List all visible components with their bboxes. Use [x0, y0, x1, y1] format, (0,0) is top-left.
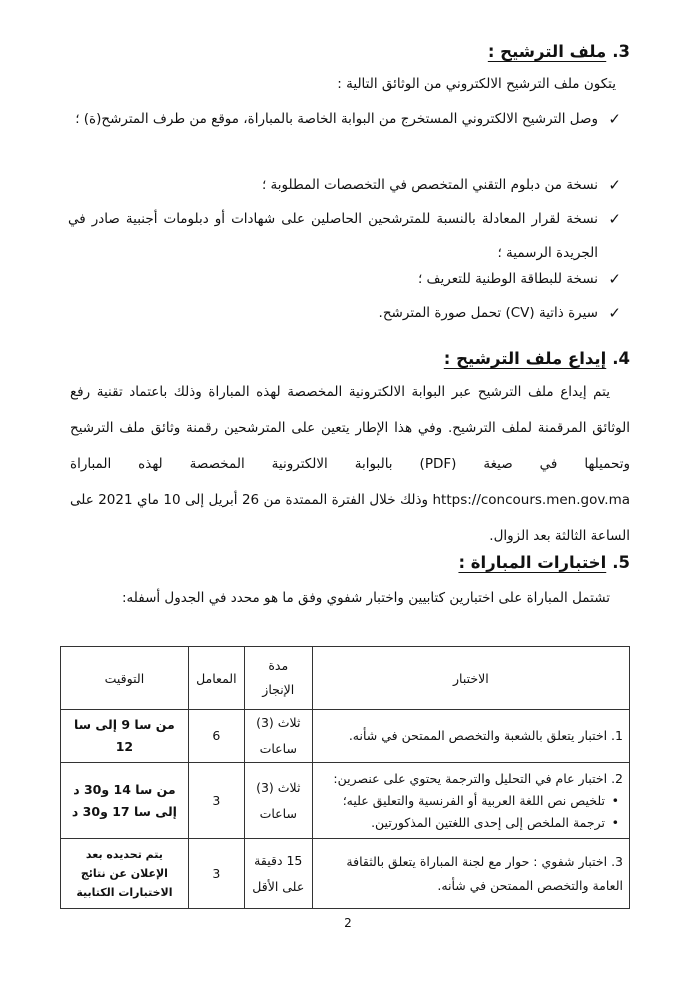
coef-cell: 3	[188, 763, 244, 839]
test-text: 2. اختبار عام في التحليل والترجمة يحتوي على عنصرين:	[333, 770, 623, 786]
coef-cell: 6	[188, 710, 244, 763]
section-4-number: 4.	[612, 349, 630, 368]
section-3-title: ملف الترشيح :	[487, 42, 607, 61]
coef-cell: 3	[188, 839, 244, 909]
sub-list-item: • ترجمة الملخص إلى إحدى اللغتين المذكورتين.	[319, 812, 605, 834]
header-timing: التوقيت	[61, 647, 189, 710]
section-3-intro: يتكون ملف الترشيح الالكتروني من الوثائق التالية :	[337, 76, 616, 92]
section-5-heading	[458, 553, 630, 572]
header-coef: المعامل	[188, 647, 244, 710]
table-header-row	[61, 647, 630, 710]
test-cell: 1. اختبار يتعلق بالشعبة والتخصص الممتحن في شأنه.	[312, 710, 629, 763]
sub-list	[319, 790, 623, 834]
section-3-number: 3.	[612, 42, 630, 61]
test-cell	[312, 763, 629, 839]
check-icon: ✓	[608, 110, 621, 128]
test-cell: 3. اختبار شفوي : حوار مع لجنة المباراة يتعلق بالثقافة العامة والتخصص الممتحن في شأنه.	[312, 839, 629, 909]
duration-cell: ثلاث (3) ساعات	[244, 710, 312, 763]
timing-cell: من سا 9 إلى سا 12	[61, 710, 189, 763]
duration-cell: ثلاث (3) ساعات	[244, 763, 312, 839]
timing-cell: من سا 14 و30 د إلى سا 17 و30 د	[61, 763, 189, 839]
section-3-heading	[488, 42, 630, 61]
section-4-heading	[444, 349, 630, 368]
check-icon: ✓	[608, 176, 621, 194]
section-4-paragraph	[70, 374, 630, 554]
timing-cell: يتم تحديده بعد الإعلان عن نتائج الاختبارات الكتابية	[61, 839, 189, 909]
check-icon: ✓	[608, 210, 621, 228]
list-item: نسخة لقرار المعادلة بالنسبة للمترشحين الحاصلين على شهادات أو دبلومات أجنبية صادر في الجريدة الرسمية ؛	[68, 211, 598, 261]
section-5-title: اختبارات المباراة :	[458, 553, 607, 572]
section-5-text: تشتمل المباراة على اختبارين كتابيين واختبار شفوي وفق ما هو محدد في الجدول أسفله:	[121, 590, 610, 606]
section-5-intro	[70, 580, 630, 616]
check-icon: ✓	[608, 270, 621, 288]
duration-cell: 15 دقيقة على الأقل	[244, 839, 312, 909]
list-item: وصل الترشيح الالكتروني المستخرج من البوابة الخاصة بالمباراة، موقع من طرف المترشح(ة) ؛	[75, 111, 598, 127]
section-5-number: 5.	[612, 553, 630, 572]
list-item: سيرة ذاتية (CV) تحمل صورة المترشح.	[378, 305, 598, 321]
table-row	[61, 710, 630, 763]
check-icon: ✓	[608, 304, 621, 322]
exams-table	[60, 646, 630, 909]
header-duration: مدة الإنجاز	[244, 647, 312, 710]
section-4-title: إيداع ملف الترشيح :	[443, 349, 607, 368]
section-4-text: يتم إيداع ملف الترشيح عبر البوابة الالكترونية المخصصة لهذه المباراة وذلك باعتماد تقنية رفع الوثائق المرقمنة لملف الترشيح. وفي هذا الإطار يتعين على المترشحين رقمنة وثائق ملف الترشيح وتحميلها في صيغة (PDF) بالبوابة الالكترونية المخصصة لهذه المباراة https://concours.men.gov.ma وذلك خلال الفترة الممتدة من 26 أبريل إلى 10 ماي 2021 على الساعة الثالثة بعد الزوال.	[70, 384, 631, 544]
sub-list-item: • تلخيص نص اللغة العربية أو الفرنسية والتعليق عليه؛	[319, 790, 605, 812]
header-test: الاختبار	[312, 647, 629, 710]
list-item: نسخة للبطاقة الوطنية للتعريف ؛	[417, 271, 598, 287]
list-item: نسخة من دبلوم التقني المتخصص في التخصصات المطلوبة ؛	[261, 177, 598, 193]
table-row	[61, 763, 630, 839]
page-number: 2	[344, 916, 352, 930]
table-row	[61, 839, 630, 909]
